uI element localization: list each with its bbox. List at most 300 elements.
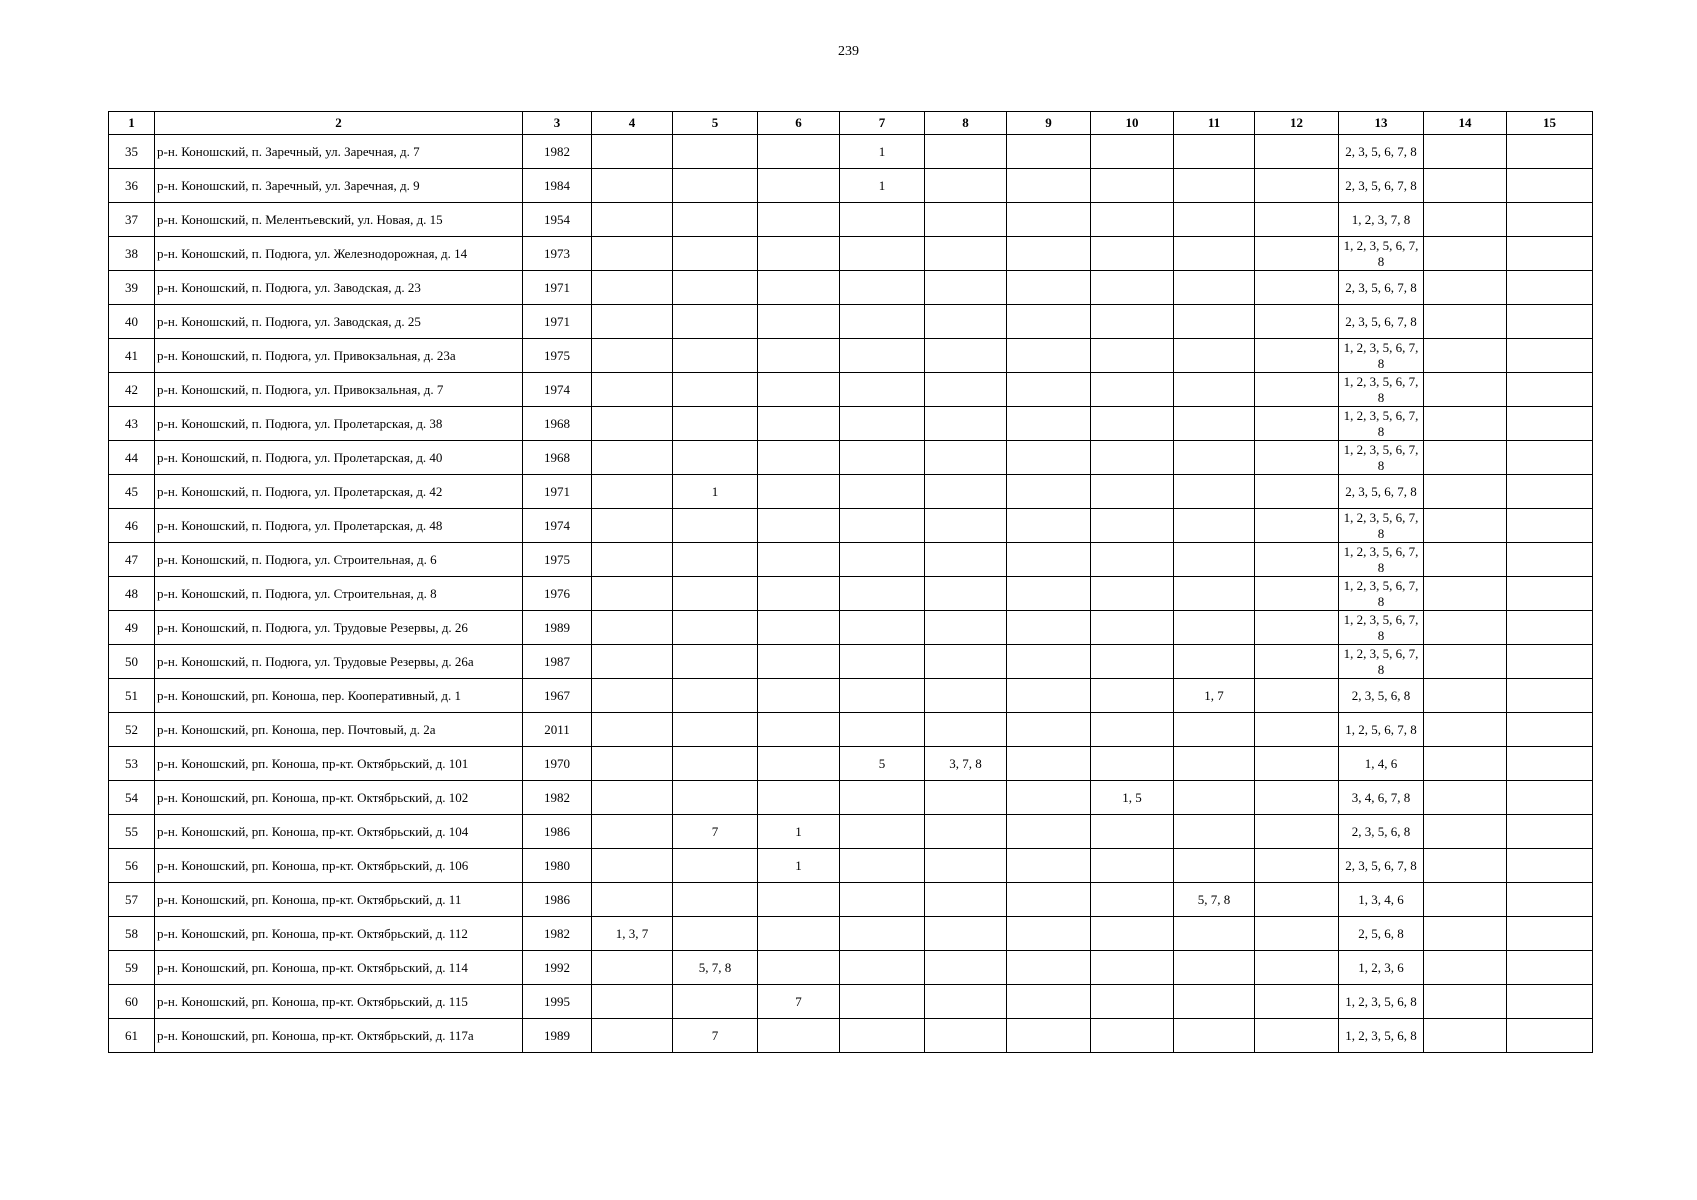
table-cell-col-7 <box>840 781 925 815</box>
table-cell-col-11 <box>1174 849 1255 883</box>
table-row <box>109 475 1593 509</box>
table-cell-col-9 <box>1007 951 1091 985</box>
table-cell-col-3: 1995 <box>523 985 592 1019</box>
table-cell-col-8 <box>925 1019 1007 1053</box>
table-cell-col-11: 1, 7 <box>1174 679 1255 713</box>
table-cell-col-13: 1, 2, 3, 5, 6, 7, 8 <box>1339 407 1424 441</box>
table-cell-col-4 <box>592 475 673 509</box>
table-cell-col-3: 1974 <box>523 373 592 407</box>
table-cell-col-8 <box>925 203 1007 237</box>
column-header-5: 5 <box>673 112 758 135</box>
table-cell-col-9 <box>1007 339 1091 373</box>
table-row <box>109 645 1593 679</box>
table-cell-col-8 <box>925 849 1007 883</box>
table-cell-col-12 <box>1255 305 1339 339</box>
table-cell-col-10 <box>1091 543 1174 577</box>
column-header-7: 7 <box>840 112 925 135</box>
table-cell-col-5: 5, 7, 8 <box>673 951 758 985</box>
table-cell-col-14 <box>1424 1019 1507 1053</box>
table-cell-col-15 <box>1507 203 1593 237</box>
table-cell-col-1: 44 <box>109 441 155 475</box>
table-cell-col-13: 1, 2, 3, 5, 6, 7, 8 <box>1339 645 1424 679</box>
table-cell-col-14 <box>1424 951 1507 985</box>
table-cell-col-7 <box>840 985 925 1019</box>
table-cell-col-4 <box>592 339 673 373</box>
table-cell-col-11 <box>1174 543 1255 577</box>
table-cell-col-12 <box>1255 169 1339 203</box>
table-cell-col-1: 36 <box>109 169 155 203</box>
table-cell-col-11 <box>1174 985 1255 1019</box>
table-cell-col-15 <box>1507 373 1593 407</box>
table-cell-col-10 <box>1091 1019 1174 1053</box>
table-cell-col-1: 49 <box>109 611 155 645</box>
table-cell-col-10 <box>1091 203 1174 237</box>
table-cell-col-6 <box>758 679 840 713</box>
table-cell-col-5 <box>673 611 758 645</box>
table-cell-col-12 <box>1255 917 1339 951</box>
table-cell-col-7 <box>840 339 925 373</box>
table-cell-col-7: 5 <box>840 747 925 781</box>
table-cell-col-7 <box>840 271 925 305</box>
table-cell-col-13: 2, 3, 5, 6, 7, 8 <box>1339 135 1424 169</box>
table-cell-col-15 <box>1507 339 1593 373</box>
table-cell-col-13: 2, 3, 5, 6, 8 <box>1339 679 1424 713</box>
table-cell-col-11 <box>1174 713 1255 747</box>
table-cell-col-11 <box>1174 203 1255 237</box>
table-cell-col-2: р-н. Коношский, п. Мелентьевский, ул. Новая, д. 15 <box>155 203 523 237</box>
table-cell-col-6 <box>758 917 840 951</box>
table-cell-col-12 <box>1255 679 1339 713</box>
table-cell-col-12 <box>1255 203 1339 237</box>
table-cell-col-13: 1, 4, 6 <box>1339 747 1424 781</box>
table-cell-col-6: 1 <box>758 815 840 849</box>
table-cell-col-9 <box>1007 441 1091 475</box>
table-cell-col-9 <box>1007 169 1091 203</box>
table-row <box>109 883 1593 917</box>
table-cell-col-5 <box>673 849 758 883</box>
table-cell-col-5 <box>673 339 758 373</box>
table-cell-col-6 <box>758 1019 840 1053</box>
table-cell-col-7 <box>840 713 925 747</box>
table-cell-col-6 <box>758 611 840 645</box>
table-cell-col-10 <box>1091 475 1174 509</box>
table-cell-col-13: 2, 3, 5, 6, 7, 8 <box>1339 849 1424 883</box>
table-cell-col-9 <box>1007 849 1091 883</box>
table-cell-col-2: р-н. Коношский, рп. Коноша, пр-кт. Октябрьский, д. 101 <box>155 747 523 781</box>
table-cell-col-12 <box>1255 645 1339 679</box>
table-cell-col-12 <box>1255 611 1339 645</box>
table-cell-col-13: 1, 2, 3, 7, 8 <box>1339 203 1424 237</box>
table-cell-col-15 <box>1507 577 1593 611</box>
table-cell-col-4 <box>592 679 673 713</box>
table-cell-col-2: р-н. Коношский, рп. Коноша, пр-кт. Октябрьский, д. 104 <box>155 815 523 849</box>
table-cell-col-1: 55 <box>109 815 155 849</box>
table-cell-col-5 <box>673 985 758 1019</box>
table-cell-col-2: р-н. Коношский, рп. Коноша, пр-кт. Октябрьский, д. 114 <box>155 951 523 985</box>
table-cell-col-3: 1986 <box>523 815 592 849</box>
table-cell-col-9 <box>1007 373 1091 407</box>
table-cell-col-14 <box>1424 849 1507 883</box>
table-cell-col-10 <box>1091 951 1174 985</box>
table-cell-col-13: 1, 2, 3, 5, 6, 7, 8 <box>1339 611 1424 645</box>
table-cell-col-9 <box>1007 271 1091 305</box>
table-cell-col-6 <box>758 781 840 815</box>
table-cell-col-15 <box>1507 917 1593 951</box>
table-cell-col-15 <box>1507 169 1593 203</box>
table-cell-col-3: 2011 <box>523 713 592 747</box>
table-cell-col-12 <box>1255 339 1339 373</box>
table-cell-col-15 <box>1507 815 1593 849</box>
table-cell-col-1: 40 <box>109 305 155 339</box>
table-cell-col-1: 61 <box>109 1019 155 1053</box>
table-row <box>109 849 1593 883</box>
table-cell-col-4 <box>592 951 673 985</box>
table-cell-col-13: 2, 3, 5, 6, 7, 8 <box>1339 475 1424 509</box>
table-cell-col-2: р-н. Коношский, п. Подюга, ул. Пролетарская, д. 42 <box>155 475 523 509</box>
table-cell-col-5: 7 <box>673 815 758 849</box>
table-cell-col-7 <box>840 577 925 611</box>
table-cell-col-10: 1, 5 <box>1091 781 1174 815</box>
table-cell-col-9 <box>1007 475 1091 509</box>
table-cell-col-1: 56 <box>109 849 155 883</box>
table-cell-col-3: 1989 <box>523 611 592 645</box>
table-cell-col-2: р-н. Коношский, п. Подюга, ул. Пролетарская, д. 38 <box>155 407 523 441</box>
table-cell-col-1: 38 <box>109 237 155 271</box>
table-cell-col-6 <box>758 645 840 679</box>
table-cell-col-11: 5, 7, 8 <box>1174 883 1255 917</box>
table-cell-col-1: 42 <box>109 373 155 407</box>
table-cell-col-8 <box>925 441 1007 475</box>
table-cell-col-7 <box>840 679 925 713</box>
table-cell-col-13: 1, 2, 3, 5, 6, 7, 8 <box>1339 543 1424 577</box>
table-cell-col-6 <box>758 237 840 271</box>
table-cell-col-8 <box>925 815 1007 849</box>
table-cell-col-12 <box>1255 815 1339 849</box>
table-cell-col-11 <box>1174 373 1255 407</box>
table-cell-col-8 <box>925 475 1007 509</box>
table-cell-col-10 <box>1091 917 1174 951</box>
table-cell-col-4 <box>592 169 673 203</box>
table-cell-col-4 <box>592 271 673 305</box>
table-cell-col-3: 1982 <box>523 135 592 169</box>
table-cell-col-15 <box>1507 781 1593 815</box>
table-cell-col-1: 58 <box>109 917 155 951</box>
table-cell-col-14 <box>1424 611 1507 645</box>
table-cell-col-2: р-н. Коношский, рп. Коноша, пр-кт. Октябрьский, д. 112 <box>155 917 523 951</box>
table-cell-col-12 <box>1255 237 1339 271</box>
table-cell-col-11 <box>1174 441 1255 475</box>
table-cell-col-4 <box>592 203 673 237</box>
table-cell-col-14 <box>1424 577 1507 611</box>
table-cell-col-4 <box>592 305 673 339</box>
table-cell-col-13: 2, 3, 5, 6, 7, 8 <box>1339 305 1424 339</box>
table-cell-col-5 <box>673 781 758 815</box>
table-row <box>109 679 1593 713</box>
table-cell-col-8 <box>925 407 1007 441</box>
table-cell-col-12 <box>1255 271 1339 305</box>
table-cell-col-14 <box>1424 543 1507 577</box>
column-header-15: 15 <box>1507 112 1593 135</box>
table-cell-col-8 <box>925 339 1007 373</box>
table-cell-col-6 <box>758 951 840 985</box>
table-row <box>109 203 1593 237</box>
table-cell-col-14 <box>1424 747 1507 781</box>
table-row <box>109 917 1593 951</box>
table-cell-col-7 <box>840 237 925 271</box>
table-cell-col-3: 1989 <box>523 1019 592 1053</box>
table-cell-col-5 <box>673 747 758 781</box>
table-cell-col-3: 1982 <box>523 781 592 815</box>
table-row <box>109 339 1593 373</box>
table-cell-col-15 <box>1507 679 1593 713</box>
table-cell-col-10 <box>1091 441 1174 475</box>
table-cell-col-6 <box>758 509 840 543</box>
column-header-12: 12 <box>1255 112 1339 135</box>
table-cell-col-15 <box>1507 135 1593 169</box>
table-cell-col-13: 1, 2, 3, 5, 6, 7, 8 <box>1339 339 1424 373</box>
table-cell-col-8 <box>925 985 1007 1019</box>
table-cell-col-11 <box>1174 305 1255 339</box>
table-cell-col-13: 2, 3, 5, 6, 8 <box>1339 815 1424 849</box>
table-cell-col-3: 1992 <box>523 951 592 985</box>
table-row <box>109 271 1593 305</box>
table-cell-col-14 <box>1424 407 1507 441</box>
table-cell-col-12 <box>1255 781 1339 815</box>
table-cell-col-9 <box>1007 781 1091 815</box>
column-header-4: 4 <box>592 112 673 135</box>
table-cell-col-1: 50 <box>109 645 155 679</box>
table-cell-col-10 <box>1091 509 1174 543</box>
table-cell-col-1: 41 <box>109 339 155 373</box>
table-cell-col-7 <box>840 917 925 951</box>
table-cell-col-3: 1987 <box>523 645 592 679</box>
table-cell-col-4 <box>592 713 673 747</box>
table-cell-col-13: 1, 2, 3, 5, 6, 7, 8 <box>1339 237 1424 271</box>
table-cell-col-10 <box>1091 713 1174 747</box>
table-cell-col-5 <box>673 169 758 203</box>
table-cell-col-6: 7 <box>758 985 840 1019</box>
table-cell-col-6 <box>758 577 840 611</box>
table-cell-col-7 <box>840 305 925 339</box>
table-cell-col-10 <box>1091 271 1174 305</box>
table-cell-col-1: 46 <box>109 509 155 543</box>
table-cell-col-7: 1 <box>840 169 925 203</box>
table-row <box>109 577 1593 611</box>
table-cell-col-5: 1 <box>673 475 758 509</box>
table-cell-col-5 <box>673 407 758 441</box>
table-cell-col-7: 1 <box>840 135 925 169</box>
table-cell-col-3: 1975 <box>523 543 592 577</box>
table-cell-col-14 <box>1424 645 1507 679</box>
table-cell-col-7 <box>840 611 925 645</box>
table-cell-col-8 <box>925 373 1007 407</box>
table-cell-col-8 <box>925 951 1007 985</box>
table-cell-col-4 <box>592 815 673 849</box>
column-header-14: 14 <box>1424 112 1507 135</box>
table-cell-col-6 <box>758 543 840 577</box>
table-cell-col-14 <box>1424 713 1507 747</box>
table-cell-col-10 <box>1091 373 1174 407</box>
table-cell-col-8 <box>925 645 1007 679</box>
table-cell-col-3: 1975 <box>523 339 592 373</box>
column-header-6: 6 <box>758 112 840 135</box>
table-cell-col-8 <box>925 169 1007 203</box>
table-cell-col-3: 1974 <box>523 509 592 543</box>
table-cell-col-5 <box>673 237 758 271</box>
table-cell-col-9 <box>1007 713 1091 747</box>
table-row <box>109 441 1593 475</box>
table-cell-col-4: 1, 3, 7 <box>592 917 673 951</box>
table-cell-col-5 <box>673 203 758 237</box>
table-cell-col-15 <box>1507 849 1593 883</box>
table-cell-col-2: р-н. Коношский, п. Подюга, ул. Трудовые Резервы, д. 26 <box>155 611 523 645</box>
table-cell-col-5 <box>673 305 758 339</box>
table-cell-col-15 <box>1507 305 1593 339</box>
table-cell-col-13: 1, 2, 3, 5, 6, 8 <box>1339 1019 1424 1053</box>
table-cell-col-15 <box>1507 237 1593 271</box>
table-cell-col-10 <box>1091 849 1174 883</box>
table-cell-col-4 <box>592 543 673 577</box>
table-cell-col-15 <box>1507 1019 1593 1053</box>
table-cell-col-14 <box>1424 271 1507 305</box>
table-cell-col-3: 1982 <box>523 917 592 951</box>
table-cell-col-6 <box>758 441 840 475</box>
table-cell-col-9 <box>1007 1019 1091 1053</box>
table-cell-col-12 <box>1255 883 1339 917</box>
table-cell-col-5 <box>673 917 758 951</box>
table-cell-col-8 <box>925 237 1007 271</box>
table-cell-col-14 <box>1424 203 1507 237</box>
table-cell-col-6 <box>758 339 840 373</box>
table-cell-col-14 <box>1424 883 1507 917</box>
table-row <box>109 373 1593 407</box>
table-cell-col-8 <box>925 271 1007 305</box>
table-cell-col-5 <box>673 679 758 713</box>
table-cell-col-12 <box>1255 135 1339 169</box>
table-cell-col-1: 57 <box>109 883 155 917</box>
page-number: 239 <box>838 44 859 59</box>
column-header-8: 8 <box>925 112 1007 135</box>
table-cell-col-8: 3, 7, 8 <box>925 747 1007 781</box>
table-cell-col-12 <box>1255 509 1339 543</box>
table-cell-col-1: 60 <box>109 985 155 1019</box>
table-body <box>109 135 1593 1053</box>
table-cell-col-8 <box>925 781 1007 815</box>
table-cell-col-12 <box>1255 1019 1339 1053</box>
table-cell-col-4 <box>592 747 673 781</box>
table-cell-col-6 <box>758 305 840 339</box>
table-cell-col-3: 1971 <box>523 475 592 509</box>
table-cell-col-1: 35 <box>109 135 155 169</box>
table-row <box>109 713 1593 747</box>
table-cell-col-6 <box>758 407 840 441</box>
table-cell-col-13: 2, 3, 5, 6, 7, 8 <box>1339 271 1424 305</box>
table-cell-col-2: р-н. Коношский, рп. Коноша, пр-кт. Октябрьский, д. 115 <box>155 985 523 1019</box>
table-cell-col-6 <box>758 713 840 747</box>
table-cell-col-1: 51 <box>109 679 155 713</box>
table-row <box>109 747 1593 781</box>
table-cell-col-4 <box>592 577 673 611</box>
table-cell-col-3: 1954 <box>523 203 592 237</box>
table-cell-col-2: р-н. Коношский, рп. Коноша, пер. Почтовый, д. 2а <box>155 713 523 747</box>
table-cell-col-14 <box>1424 985 1507 1019</box>
table-cell-col-10 <box>1091 135 1174 169</box>
table-cell-col-12 <box>1255 951 1339 985</box>
table-cell-col-9 <box>1007 917 1091 951</box>
table-cell-col-2: р-н. Коношский, п. Подюга, ул. Пролетарская, д. 40 <box>155 441 523 475</box>
table-cell-col-1: 39 <box>109 271 155 305</box>
table-cell-col-2: р-н. Коношский, рп. Коноша, пр-кт. Октябрьский, д. 117а <box>155 1019 523 1053</box>
table-cell-col-13: 1, 2, 5, 6, 7, 8 <box>1339 713 1424 747</box>
table-cell-col-10 <box>1091 237 1174 271</box>
table-cell-col-3: 1970 <box>523 747 592 781</box>
table-row <box>109 509 1593 543</box>
table-cell-col-6 <box>758 135 840 169</box>
table-cell-col-9 <box>1007 883 1091 917</box>
column-number-header-row <box>109 112 1593 135</box>
table-cell-col-15 <box>1507 645 1593 679</box>
table-cell-col-10 <box>1091 679 1174 713</box>
table-cell-col-4 <box>592 611 673 645</box>
table-cell-col-5 <box>673 883 758 917</box>
table-cell-col-13: 2, 5, 6, 8 <box>1339 917 1424 951</box>
table-cell-col-7 <box>840 475 925 509</box>
table-cell-col-1: 43 <box>109 407 155 441</box>
table-cell-col-14 <box>1424 917 1507 951</box>
table-row <box>109 407 1593 441</box>
table-cell-col-5 <box>673 577 758 611</box>
table-cell-col-2: р-н. Коношский, п. Подюга, ул. Привокзальная, д. 7 <box>155 373 523 407</box>
table-cell-col-14 <box>1424 509 1507 543</box>
table-cell-col-13: 1, 2, 3, 5, 6, 7, 8 <box>1339 509 1424 543</box>
table-cell-col-6 <box>758 203 840 237</box>
table-cell-col-7 <box>840 543 925 577</box>
table-cell-col-11 <box>1174 815 1255 849</box>
table-cell-col-12 <box>1255 985 1339 1019</box>
table-cell-col-8 <box>925 305 1007 339</box>
table-cell-col-15 <box>1507 951 1593 985</box>
table-cell-col-1: 37 <box>109 203 155 237</box>
table-cell-col-2: р-н. Коношский, п. Подюга, ул. Железнодорожная, д. 14 <box>155 237 523 271</box>
table-cell-col-12 <box>1255 577 1339 611</box>
table-cell-col-1: 52 <box>109 713 155 747</box>
table-cell-col-11 <box>1174 951 1255 985</box>
table-cell-col-9 <box>1007 577 1091 611</box>
table-cell-col-8 <box>925 509 1007 543</box>
table-cell-col-13: 3, 4, 6, 7, 8 <box>1339 781 1424 815</box>
table-cell-col-6: 1 <box>758 849 840 883</box>
table-cell-col-4 <box>592 441 673 475</box>
table-cell-col-10 <box>1091 169 1174 203</box>
housing-register-table <box>108 111 1593 1053</box>
table-cell-col-9 <box>1007 509 1091 543</box>
table-cell-col-11 <box>1174 135 1255 169</box>
table-cell-col-11 <box>1174 1019 1255 1053</box>
table-cell-col-3: 1967 <box>523 679 592 713</box>
table-cell-col-15 <box>1507 747 1593 781</box>
table-cell-col-4 <box>592 781 673 815</box>
table-cell-col-1: 48 <box>109 577 155 611</box>
table-cell-col-12 <box>1255 543 1339 577</box>
table-cell-col-10 <box>1091 985 1174 1019</box>
table-cell-col-2: р-н. Коношский, рп. Коноша, пр-кт. Октябрьский, д. 106 <box>155 849 523 883</box>
table-row <box>109 169 1593 203</box>
table-cell-col-6 <box>758 373 840 407</box>
table-cell-col-9 <box>1007 543 1091 577</box>
table-cell-col-9 <box>1007 611 1091 645</box>
table-cell-col-1: 45 <box>109 475 155 509</box>
table-cell-col-2: р-н. Коношский, п. Заречный, ул. Заречная, д. 9 <box>155 169 523 203</box>
